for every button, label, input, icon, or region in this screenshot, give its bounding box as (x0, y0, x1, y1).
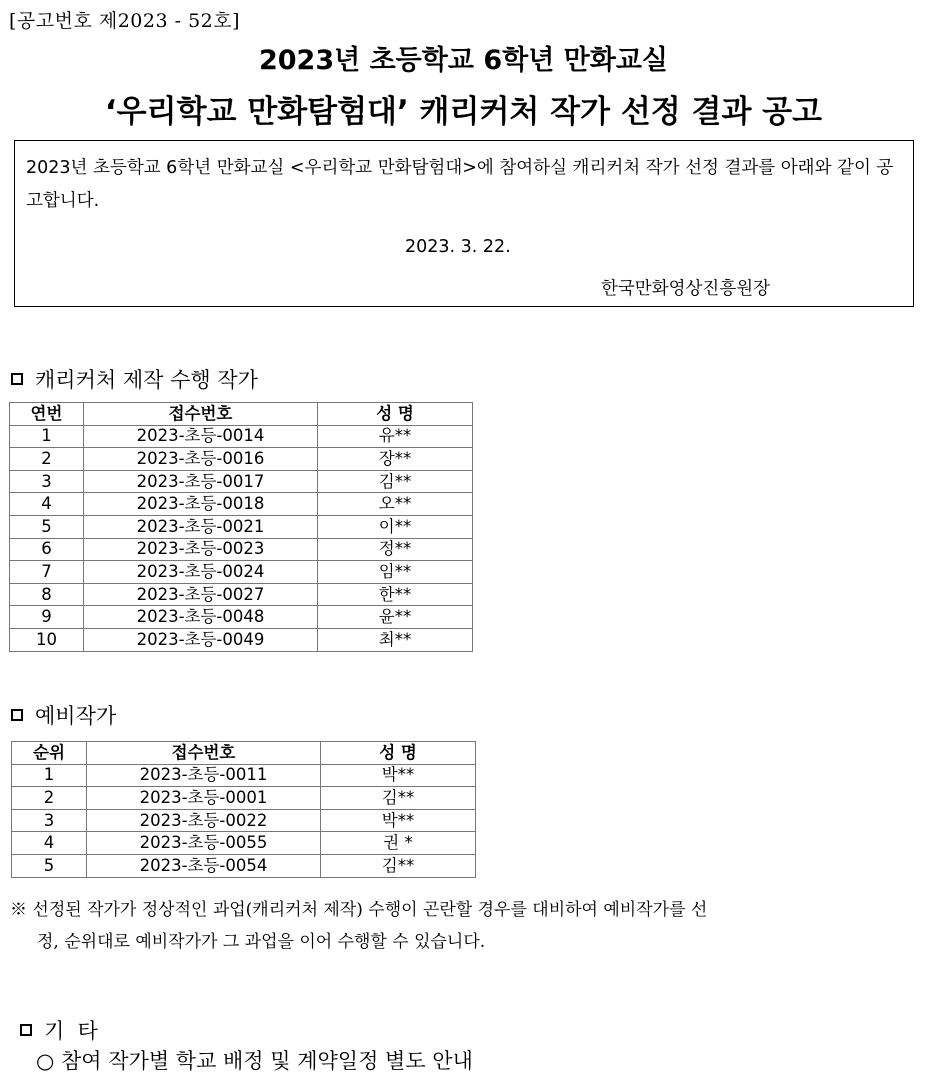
cell-name: 이** (318, 515, 473, 538)
cell-reception-number: 2023-초등-0055 (87, 832, 321, 855)
column-header: 성 명 (318, 403, 473, 426)
table-row (12, 764, 476, 787)
table-row (12, 809, 476, 832)
cell-reception-number: 2023-초등-0048 (84, 606, 318, 629)
cell-number: 7 (10, 561, 84, 584)
cell-name: 유** (318, 425, 473, 448)
cell-name: 김** (318, 470, 473, 493)
cell-reception-number: 2023-초등-0016 (84, 448, 318, 471)
artists-heading-text: 캐리커처 제작 수행 작가 (35, 368, 258, 392)
cell-reception-number: 2023-초등-0049 (84, 628, 318, 651)
table-row (10, 515, 473, 538)
footnote-line-2: 정, 순위대로 예비작가가 그 과업을 이어 수행할 수 있습니다. (37, 932, 486, 952)
checkbox-icon (11, 709, 23, 721)
footnote (10, 894, 910, 958)
cell-reception-number: 2023-초등-0023 (84, 538, 318, 561)
table-row (10, 561, 473, 584)
cell-reception-number: 2023-초등-0021 (84, 515, 318, 538)
summary-text: 2023년 초등학교 6학년 만화교실 <우리학교 만화탐험대>에 참여하실 캐리커처 작가 선정 결과를 아래와 같이 공고합니다. (26, 158, 894, 211)
cell-number: 10 (10, 628, 84, 651)
summary-box (14, 140, 914, 307)
table-row (10, 606, 473, 629)
column-header: 접수번호 (87, 742, 321, 765)
reserve-section-heading (11, 700, 116, 730)
reserve-heading-text: 예비작가 (35, 704, 117, 728)
artists-section-heading (11, 364, 258, 394)
notice-number: [공고번호 제2023 - 52호] (9, 10, 241, 32)
cell-rank: 3 (12, 809, 87, 832)
cell-reception-number: 2023-초등-0024 (84, 561, 318, 584)
table-row (12, 832, 476, 855)
table-row (10, 583, 473, 606)
cell-name: 최** (318, 628, 473, 651)
table-row (10, 538, 473, 561)
cell-name: 권 * (321, 832, 476, 855)
table-row (10, 470, 473, 493)
table-row (10, 425, 473, 448)
cell-reception-number: 2023-초등-0054 (87, 854, 321, 877)
table-header-row (10, 403, 473, 426)
cell-rank: 4 (12, 832, 87, 855)
cell-name: 김** (321, 787, 476, 810)
column-header: 순위 (12, 742, 87, 765)
footnote-line-1: ※ 선정된 작가가 정상적인 과업(캐리커처 제작) 수행이 곤란할 경우를 대비하여 예비작가를 선 (10, 900, 708, 920)
cell-number: 8 (10, 583, 84, 606)
etc-heading-text: 기 타 (44, 1019, 98, 1043)
table-header-row (12, 742, 476, 765)
cell-reception-number: 2023-초등-0014 (84, 425, 318, 448)
cell-rank: 1 (12, 764, 87, 787)
table-row (10, 628, 473, 651)
cell-number: 5 (10, 515, 84, 538)
cell-reception-number: 2023-초등-0018 (84, 493, 318, 516)
summary-issuer: 한국만화영상진흥원장 (601, 279, 771, 299)
cell-name: 윤** (318, 606, 473, 629)
cell-rank: 2 (12, 787, 87, 810)
cell-reception-number: 2023-초등-0022 (87, 809, 321, 832)
cell-reception-number: 2023-초등-0011 (87, 764, 321, 787)
cell-number: 2 (10, 448, 84, 471)
cell-number: 9 (10, 606, 84, 629)
cell-name: 임** (318, 561, 473, 584)
cell-name: 박** (321, 809, 476, 832)
cell-reception-number: 2023-초등-0001 (87, 787, 321, 810)
cell-name: 정** (318, 538, 473, 561)
cell-rank: 5 (12, 854, 87, 877)
cell-name: 한** (318, 583, 473, 606)
etc-item: ○ 참여 작가별 학교 배정 및 계약일정 별도 안내 (36, 1049, 473, 1073)
cell-reception-number: 2023-초등-0027 (84, 583, 318, 606)
cell-name: 김** (321, 854, 476, 877)
checkbox-icon (11, 373, 23, 385)
summary-date: 2023. 3. 22. (405, 237, 511, 257)
cell-name: 장** (318, 448, 473, 471)
cell-name: 오** (318, 493, 473, 516)
artists-table (9, 402, 473, 652)
column-header: 연번 (10, 403, 84, 426)
cell-number: 3 (10, 470, 84, 493)
checkbox-icon (20, 1024, 32, 1036)
cell-reception-number: 2023-초등-0017 (84, 470, 318, 493)
cell-number: 1 (10, 425, 84, 448)
title-line-2: ‘우리학교 만화탐험대’ 캐리커처 작가 선정 결과 공고 (104, 94, 823, 130)
reserve-table (11, 741, 476, 878)
table-row (10, 493, 473, 516)
table-row (12, 854, 476, 877)
column-header: 접수번호 (84, 403, 318, 426)
table-row (10, 448, 473, 471)
column-header: 성 명 (321, 742, 476, 765)
cell-name: 박** (321, 764, 476, 787)
cell-number: 4 (10, 493, 84, 516)
etc-section-heading (20, 1015, 98, 1045)
cell-number: 6 (10, 538, 84, 561)
table-row (12, 787, 476, 810)
title-line-1: 2023년 초등학교 6학년 만화교실 (258, 45, 669, 76)
